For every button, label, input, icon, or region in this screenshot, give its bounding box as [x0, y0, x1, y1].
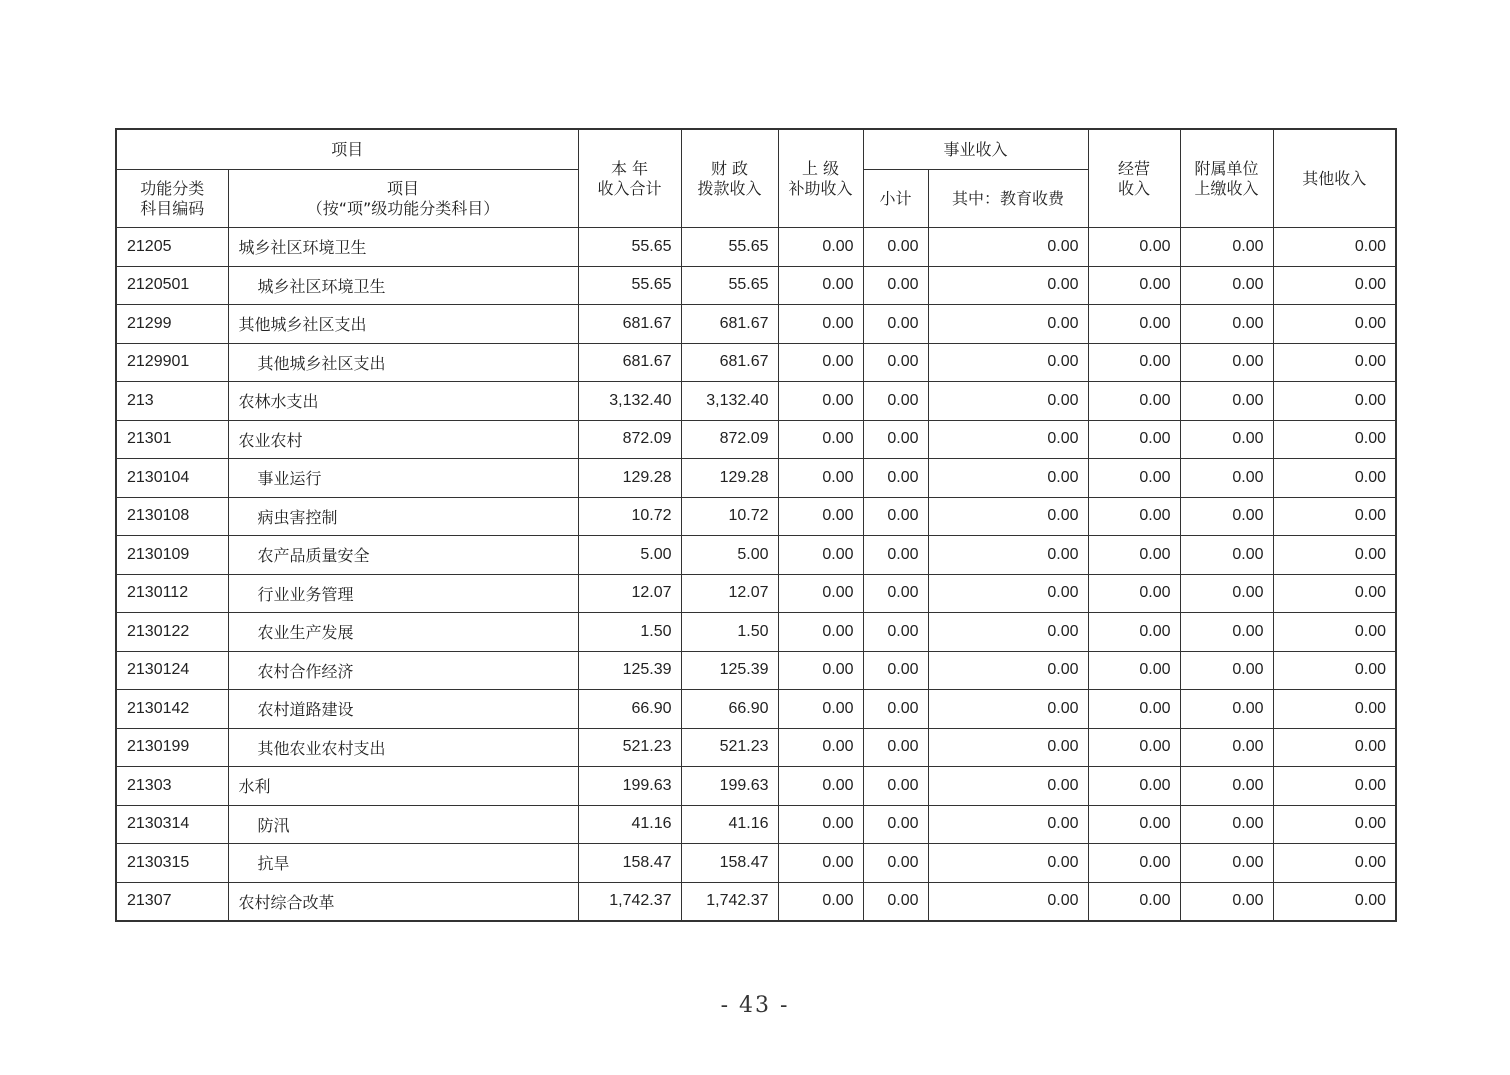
- cell-total: 681.67: [578, 305, 681, 344]
- cell-operating: 0.00: [1088, 536, 1180, 575]
- cell-operating: 0.00: [1088, 844, 1180, 883]
- cell-affiliated: 0.00: [1180, 767, 1273, 806]
- cell-total: 5.00: [578, 536, 681, 575]
- header-other: 其他收入: [1273, 129, 1396, 228]
- cell-education: 0.00: [928, 805, 1088, 844]
- cell-subtotal: 0.00: [863, 266, 928, 305]
- cell-other: 0.00: [1273, 459, 1396, 498]
- cell-subsidy: 0.00: [778, 382, 863, 421]
- table-row: [116, 305, 1396, 344]
- cell-name: 农村综合改革: [228, 882, 578, 921]
- cell-code: 2130109: [116, 536, 228, 575]
- table-row: [116, 228, 1396, 267]
- cell-name: 防汛: [228, 805, 578, 844]
- cell-subtotal: 0.00: [863, 343, 928, 382]
- cell-name: 事业运行: [228, 459, 578, 498]
- cell-name: 其他农业农村支出: [228, 728, 578, 767]
- table-row: [116, 805, 1396, 844]
- cell-other: 0.00: [1273, 651, 1396, 690]
- cell-fiscal: 5.00: [681, 536, 778, 575]
- cell-affiliated: 0.00: [1180, 613, 1273, 652]
- cell-subsidy: 0.00: [778, 574, 863, 613]
- cell-name: 抗旱: [228, 844, 578, 883]
- cell-fiscal: 55.65: [681, 228, 778, 267]
- cell-name: 行业业务管理: [228, 574, 578, 613]
- cell-name: 其他城乡社区支出: [228, 343, 578, 382]
- cell-other: 0.00: [1273, 382, 1396, 421]
- cell-name: 城乡社区环境卫生: [228, 266, 578, 305]
- cell-other: 0.00: [1273, 497, 1396, 536]
- cell-other: 0.00: [1273, 613, 1396, 652]
- cell-subtotal: 0.00: [863, 228, 928, 267]
- cell-operating: 0.00: [1088, 728, 1180, 767]
- table-row: [116, 459, 1396, 498]
- cell-education: 0.00: [928, 574, 1088, 613]
- cell-subsidy: 0.00: [778, 343, 863, 382]
- cell-fiscal: 1.50: [681, 613, 778, 652]
- page-number: - 43 -: [720, 993, 790, 1018]
- cell-education: 0.00: [928, 228, 1088, 267]
- cell-fiscal: 41.16: [681, 805, 778, 844]
- cell-name: 其他城乡社区支出: [228, 305, 578, 344]
- cell-subsidy: 0.00: [778, 613, 863, 652]
- cell-other: 0.00: [1273, 574, 1396, 613]
- cell-code: 2130104: [116, 459, 228, 498]
- cell-education: 0.00: [928, 459, 1088, 498]
- cell-total: 158.47: [578, 844, 681, 883]
- table-row: [116, 266, 1396, 305]
- cell-education: 0.00: [928, 844, 1088, 883]
- cell-fiscal: 125.39: [681, 651, 778, 690]
- cell-education: 0.00: [928, 536, 1088, 575]
- cell-other: 0.00: [1273, 343, 1396, 382]
- cell-name: 农村合作经济: [228, 651, 578, 690]
- cell-other: 0.00: [1273, 228, 1396, 267]
- cell-fiscal: 872.09: [681, 420, 778, 459]
- cell-other: 0.00: [1273, 266, 1396, 305]
- cell-other: 0.00: [1273, 536, 1396, 575]
- cell-subtotal: 0.00: [863, 690, 928, 729]
- cell-fiscal: 521.23: [681, 728, 778, 767]
- cell-subtotal: 0.00: [863, 882, 928, 921]
- cell-other: 0.00: [1273, 305, 1396, 344]
- cell-subtotal: 0.00: [863, 844, 928, 883]
- table-row: [116, 728, 1396, 767]
- cell-operating: 0.00: [1088, 266, 1180, 305]
- cell-subtotal: 0.00: [863, 536, 928, 575]
- cell-operating: 0.00: [1088, 228, 1180, 267]
- cell-affiliated: 0.00: [1180, 266, 1273, 305]
- cell-total: 872.09: [578, 420, 681, 459]
- table-row: [116, 382, 1396, 421]
- cell-operating: 0.00: [1088, 382, 1180, 421]
- cell-name: 农林水支出: [228, 382, 578, 421]
- cell-other: 0.00: [1273, 690, 1396, 729]
- cell-total: 10.72: [578, 497, 681, 536]
- header-subtotal: 小计: [863, 170, 928, 228]
- cell-total: 1,742.37: [578, 882, 681, 921]
- cell-education: 0.00: [928, 305, 1088, 344]
- cell-subtotal: 0.00: [863, 767, 928, 806]
- cell-fiscal: 3,132.40: [681, 382, 778, 421]
- cell-subtotal: 0.00: [863, 651, 928, 690]
- cell-fiscal: 12.07: [681, 574, 778, 613]
- cell-subsidy: 0.00: [778, 805, 863, 844]
- cell-subsidy: 0.00: [778, 728, 863, 767]
- cell-affiliated: 0.00: [1180, 382, 1273, 421]
- cell-code: 21303: [116, 767, 228, 806]
- cell-subtotal: 0.00: [863, 497, 928, 536]
- header-item-name: 项目 （按“项”级功能分类科目）: [228, 170, 578, 228]
- cell-operating: 0.00: [1088, 767, 1180, 806]
- table-row: [116, 882, 1396, 921]
- cell-code: 2130108: [116, 497, 228, 536]
- cell-total: 12.07: [578, 574, 681, 613]
- cell-total: 129.28: [578, 459, 681, 498]
- cell-name: 农村道路建设: [228, 690, 578, 729]
- cell-fiscal: 681.67: [681, 343, 778, 382]
- cell-code: 21299: [116, 305, 228, 344]
- header-business-group: 事业收入: [863, 129, 1088, 170]
- cell-education: 0.00: [928, 767, 1088, 806]
- cell-operating: 0.00: [1088, 574, 1180, 613]
- cell-code: 21205: [116, 228, 228, 267]
- cell-operating: 0.00: [1088, 305, 1180, 344]
- cell-total: 125.39: [578, 651, 681, 690]
- cell-subsidy: 0.00: [778, 420, 863, 459]
- table-row: [116, 574, 1396, 613]
- cell-affiliated: 0.00: [1180, 844, 1273, 883]
- cell-total: 55.65: [578, 266, 681, 305]
- cell-subsidy: 0.00: [778, 882, 863, 921]
- header-item-group: 项目: [116, 129, 578, 170]
- cell-affiliated: 0.00: [1180, 343, 1273, 382]
- cell-affiliated: 0.00: [1180, 574, 1273, 613]
- cell-other: 0.00: [1273, 728, 1396, 767]
- cell-fiscal: 681.67: [681, 305, 778, 344]
- cell-subtotal: 0.00: [863, 805, 928, 844]
- cell-name: 水利: [228, 767, 578, 806]
- header-operating: 经营 收入: [1088, 129, 1180, 228]
- cell-code: 2130315: [116, 844, 228, 883]
- cell-fiscal: 199.63: [681, 767, 778, 806]
- cell-operating: 0.00: [1088, 882, 1180, 921]
- cell-total: 66.90: [578, 690, 681, 729]
- cell-affiliated: 0.00: [1180, 805, 1273, 844]
- table-row: [116, 767, 1396, 806]
- cell-total: 521.23: [578, 728, 681, 767]
- cell-name: 农业农村: [228, 420, 578, 459]
- cell-total: 41.16: [578, 805, 681, 844]
- table-row: [116, 690, 1396, 729]
- cell-other: 0.00: [1273, 767, 1396, 806]
- cell-code: 213: [116, 382, 228, 421]
- cell-code: 21307: [116, 882, 228, 921]
- income-table: [115, 128, 1397, 922]
- cell-operating: 0.00: [1088, 690, 1180, 729]
- cell-subsidy: 0.00: [778, 536, 863, 575]
- cell-name: 农产品质量安全: [228, 536, 578, 575]
- cell-operating: 0.00: [1088, 343, 1180, 382]
- cell-subsidy: 0.00: [778, 497, 863, 536]
- cell-affiliated: 0.00: [1180, 228, 1273, 267]
- cell-education: 0.00: [928, 420, 1088, 459]
- cell-subsidy: 0.00: [778, 767, 863, 806]
- table-row: [116, 420, 1396, 459]
- cell-code: 2130124: [116, 651, 228, 690]
- cell-name: 农业生产发展: [228, 613, 578, 652]
- cell-subtotal: 0.00: [863, 728, 928, 767]
- cell-education: 0.00: [928, 266, 1088, 305]
- cell-code: 2129901: [116, 343, 228, 382]
- cell-code: 2130199: [116, 728, 228, 767]
- cell-subtotal: 0.00: [863, 459, 928, 498]
- cell-subtotal: 0.00: [863, 574, 928, 613]
- cell-subsidy: 0.00: [778, 266, 863, 305]
- cell-subsidy: 0.00: [778, 690, 863, 729]
- cell-education: 0.00: [928, 382, 1088, 421]
- cell-code: 2130122: [116, 613, 228, 652]
- cell-subtotal: 0.00: [863, 305, 928, 344]
- cell-other: 0.00: [1273, 420, 1396, 459]
- cell-other: 0.00: [1273, 844, 1396, 883]
- cell-operating: 0.00: [1088, 613, 1180, 652]
- cell-operating: 0.00: [1088, 459, 1180, 498]
- cell-education: 0.00: [928, 497, 1088, 536]
- cell-fiscal: 55.65: [681, 266, 778, 305]
- cell-total: 1.50: [578, 613, 681, 652]
- cell-subsidy: 0.00: [778, 228, 863, 267]
- header-subsidy: 上 级 补助收入: [778, 129, 863, 228]
- table-row: [116, 844, 1396, 883]
- cell-code: 2130314: [116, 805, 228, 844]
- table-row: [116, 343, 1396, 382]
- cell-subsidy: 0.00: [778, 651, 863, 690]
- cell-subsidy: 0.00: [778, 305, 863, 344]
- table-row: [116, 613, 1396, 652]
- cell-fiscal: 66.90: [681, 690, 778, 729]
- cell-subtotal: 0.00: [863, 420, 928, 459]
- table-body: [116, 228, 1396, 922]
- header-affiliated: 附属单位 上缴收入: [1180, 129, 1273, 228]
- cell-other: 0.00: [1273, 805, 1396, 844]
- cell-operating: 0.00: [1088, 497, 1180, 536]
- cell-education: 0.00: [928, 882, 1088, 921]
- cell-affiliated: 0.00: [1180, 536, 1273, 575]
- cell-total: 681.67: [578, 343, 681, 382]
- cell-total: 3,132.40: [578, 382, 681, 421]
- cell-fiscal: 1,742.37: [681, 882, 778, 921]
- cell-operating: 0.00: [1088, 805, 1180, 844]
- cell-total: 55.65: [578, 228, 681, 267]
- cell-operating: 0.00: [1088, 420, 1180, 459]
- table-row: [116, 651, 1396, 690]
- cell-affiliated: 0.00: [1180, 305, 1273, 344]
- cell-fiscal: 158.47: [681, 844, 778, 883]
- cell-affiliated: 0.00: [1180, 420, 1273, 459]
- cell-subsidy: 0.00: [778, 844, 863, 883]
- cell-affiliated: 0.00: [1180, 459, 1273, 498]
- cell-name: 城乡社区环境卫生: [228, 228, 578, 267]
- cell-code: 2130112: [116, 574, 228, 613]
- cell-affiliated: 0.00: [1180, 882, 1273, 921]
- cell-education: 0.00: [928, 728, 1088, 767]
- cell-fiscal: 129.28: [681, 459, 778, 498]
- cell-subsidy: 0.00: [778, 459, 863, 498]
- cell-subtotal: 0.00: [863, 382, 928, 421]
- cell-affiliated: 0.00: [1180, 651, 1273, 690]
- cell-fiscal: 10.72: [681, 497, 778, 536]
- header-total: 本 年 收入合计: [578, 129, 681, 228]
- cell-operating: 0.00: [1088, 651, 1180, 690]
- cell-subtotal: 0.00: [863, 613, 928, 652]
- cell-affiliated: 0.00: [1180, 728, 1273, 767]
- header-code: 功能分类 科目编码: [116, 170, 228, 228]
- cell-education: 0.00: [928, 613, 1088, 652]
- cell-other: 0.00: [1273, 882, 1396, 921]
- cell-code: 2120501: [116, 266, 228, 305]
- cell-code: 2130142: [116, 690, 228, 729]
- cell-education: 0.00: [928, 690, 1088, 729]
- cell-total: 199.63: [578, 767, 681, 806]
- cell-name: 病虫害控制: [228, 497, 578, 536]
- cell-affiliated: 0.00: [1180, 497, 1273, 536]
- header-education: 其中：教育收费: [928, 170, 1088, 228]
- header-fiscal: 财 政 拨款收入: [681, 129, 778, 228]
- cell-education: 0.00: [928, 343, 1088, 382]
- cell-education: 0.00: [928, 651, 1088, 690]
- table-row: [116, 536, 1396, 575]
- cell-code: 21301: [116, 420, 228, 459]
- table-row: [116, 497, 1396, 536]
- cell-affiliated: 0.00: [1180, 690, 1273, 729]
